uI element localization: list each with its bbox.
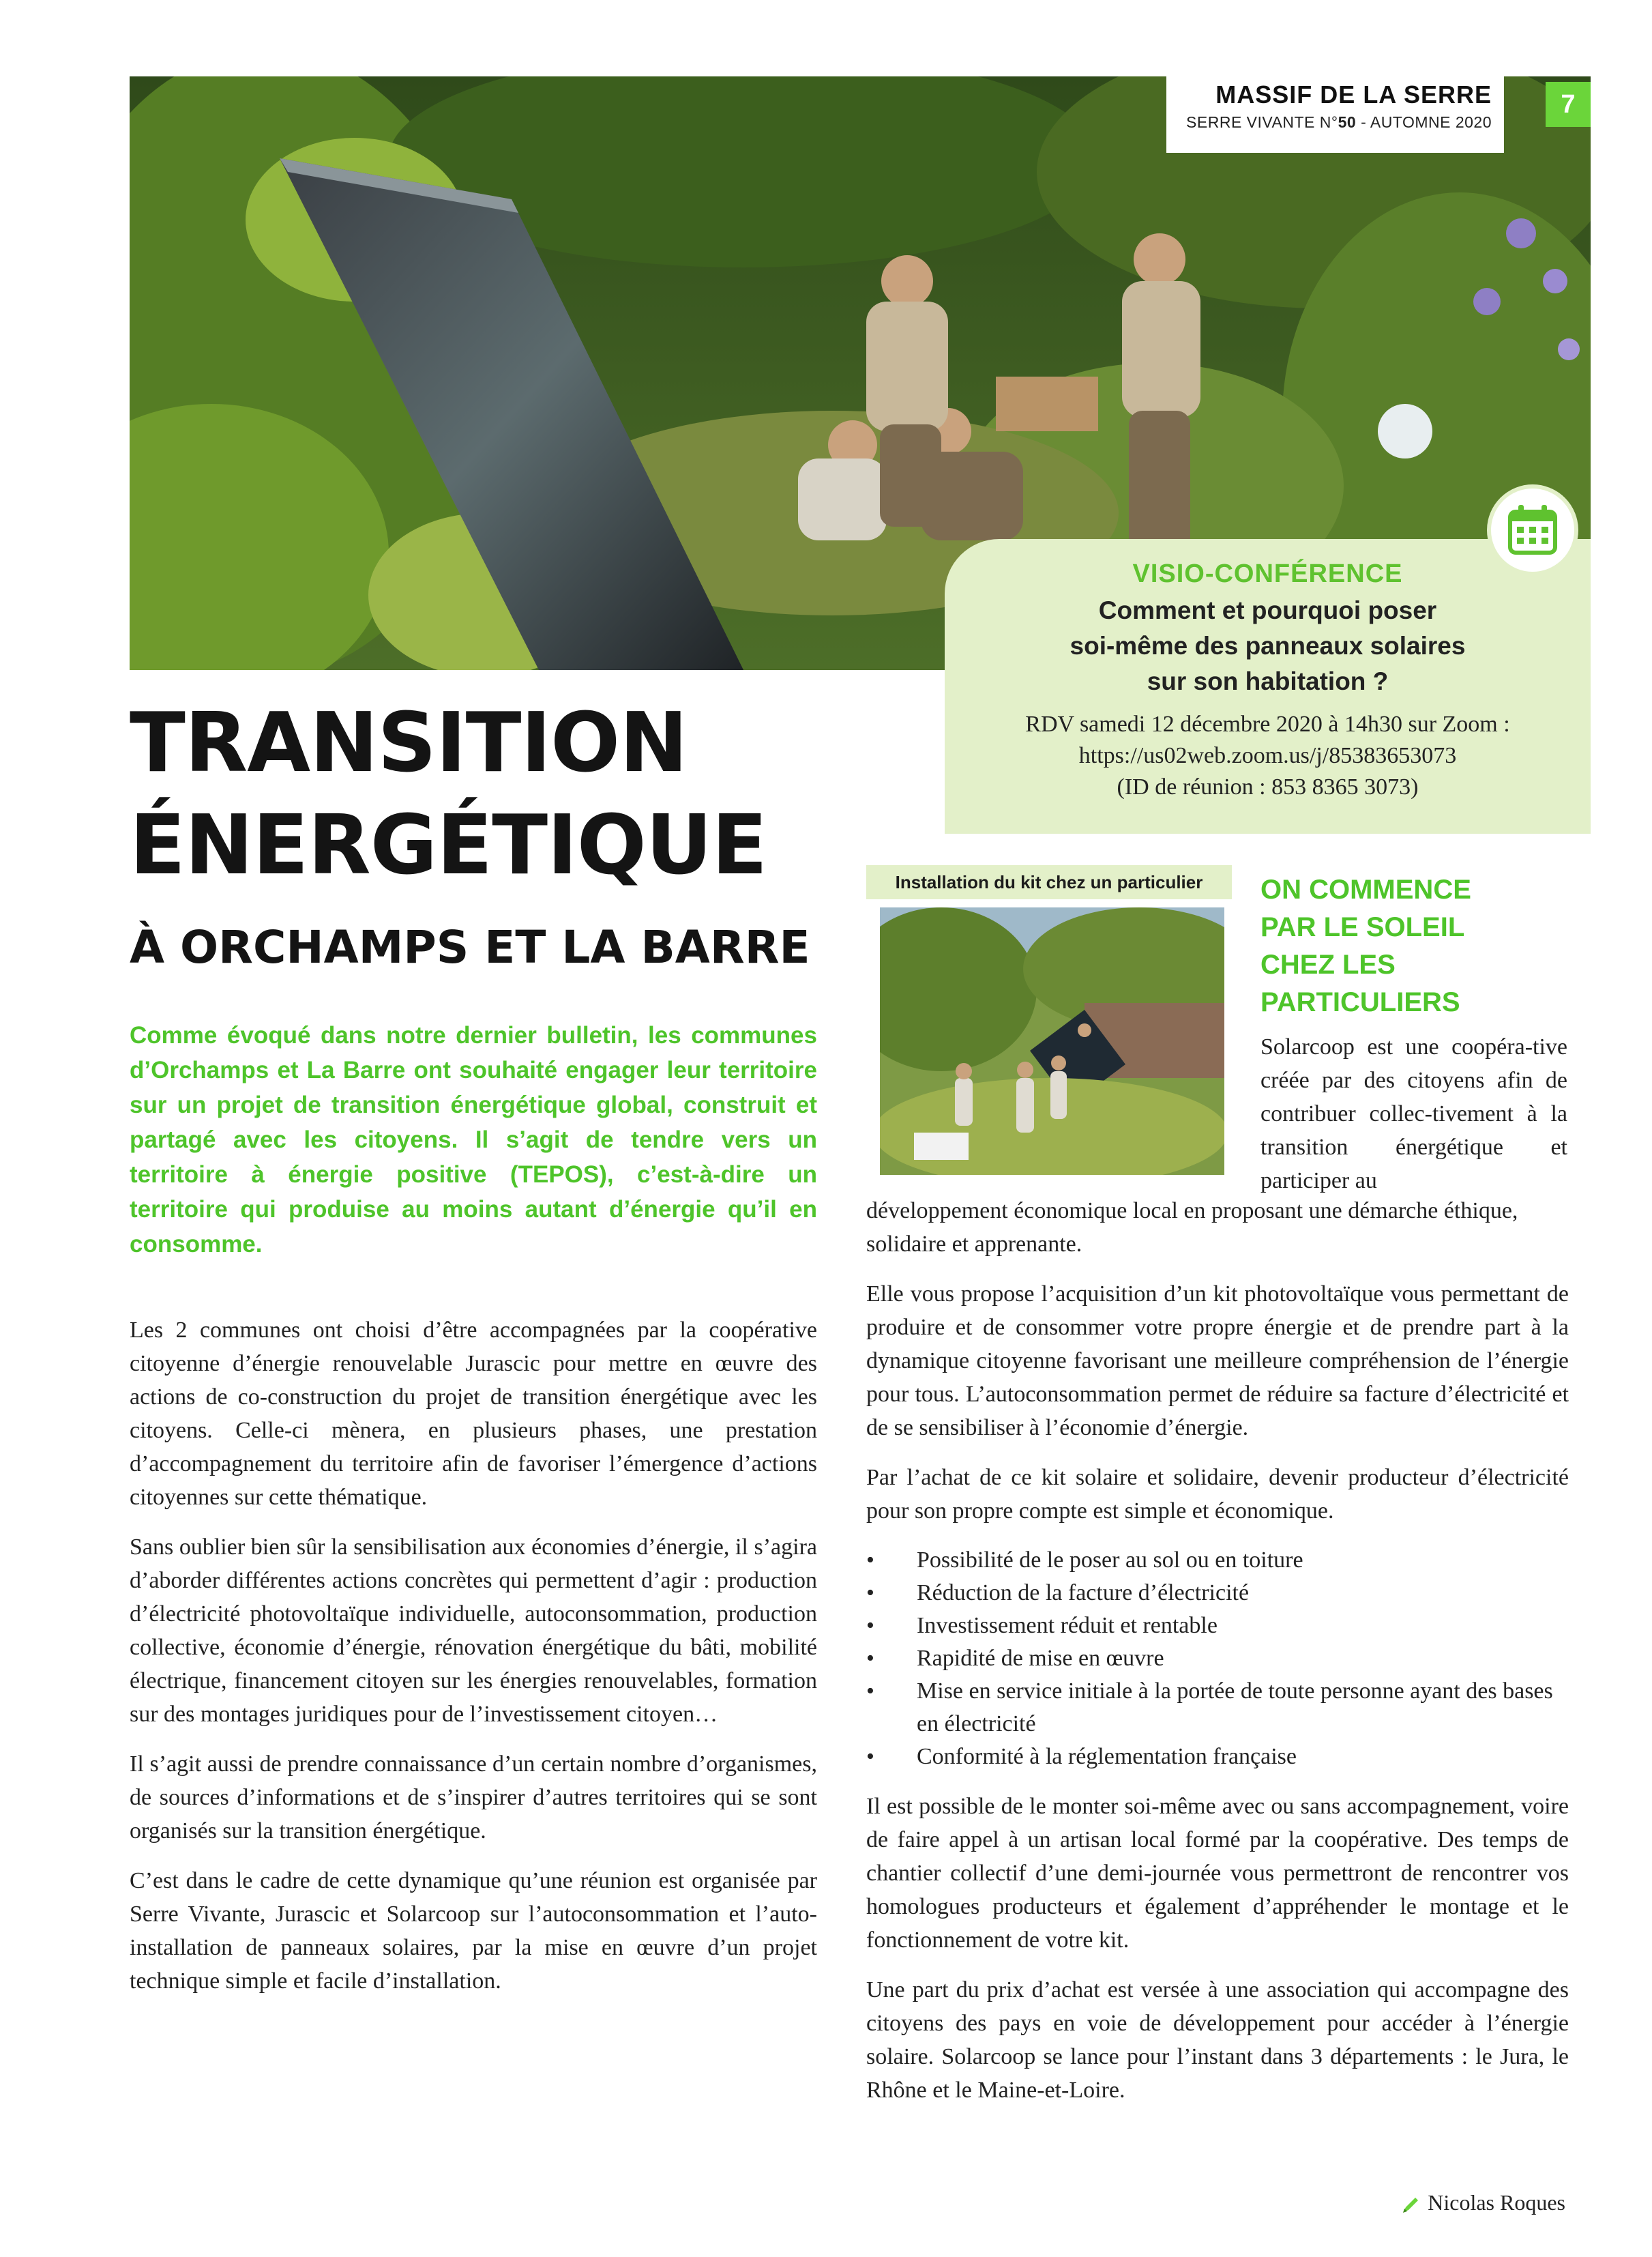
list-item: • Investissement réduit et rentable xyxy=(866,1610,1569,1642)
author-name: Nicolas Roques xyxy=(1428,2190,1565,2215)
article-lead: Comme évoqué dans notre dernier bulletin, les communes d’Orchamps et La Barre ont souhaité engager leur territoire sur un projet de transition énergétique global, construit et partagé avec les citoyens. Il s’agit de tendre vers un territoire à énergie positive (TEPOS), c’est-à-dire un territoire qui produise au moins autant d’énergie qu’il en consomme. xyxy=(130,1022,817,1257)
event-title xyxy=(945,593,1591,699)
body-paragraph: Elle vous propose l’acquisition d’un kit photovoltaïque vous permettant de produire et de consommer votre propre énergie et de prendre part à la dynamique citoyenne favorisant une meilleure compréhension de l’énergie pour tous. L’autoconsommation permet de réduire sa facture d’électricité et de se sensibiliser à l’économie d’énergie. xyxy=(866,1281,1569,1440)
calendar-badge xyxy=(1487,484,1578,576)
list-item: • Possibilité de le poser au sol ou en toiture xyxy=(866,1544,1569,1577)
event-date: RDV samedi 12 décembre 2020 à 14h30 sur Zoom : xyxy=(1025,712,1510,737)
event-info xyxy=(945,709,1591,803)
body-paragraph: Par l’achat de ce kit solaire et solidaire, devenir producteur d’électricité pour son propre compte est simple et économique. xyxy=(866,1465,1569,1524)
photo-caption: Installation du kit chez un particulier xyxy=(866,865,1232,899)
list-item: • Réduction de la facture d’électricité xyxy=(866,1577,1569,1610)
event-box xyxy=(945,539,1591,834)
magazine-title: MASSIF DE LA SERRE xyxy=(1215,81,1492,108)
issue-number: 50 xyxy=(1338,113,1357,131)
magazine-header xyxy=(1166,76,1504,153)
issue-suffix: - AUTOMNE 2020 xyxy=(1356,113,1492,131)
article-title-line1: TRANSITION xyxy=(130,696,688,791)
event-meeting-id: (ID de réunion : 853 8365 3073) xyxy=(1117,774,1419,800)
body-paragraph: Les 2 communes ont choisi d’être accompagnées par la coopérative citoyenne d’énergie renouvelable Jurascic pour mettre en œuvre des actions de co-construction du projet de transition énergétique avec les citoyens. Celle-ci mènera, en plusieurs phases, une prestation d’accompagnement du territoire afin de favoriser l’émergence d’actions citoyennes sur cette thématique. xyxy=(130,1317,817,1510)
installation-photo xyxy=(880,907,1224,1175)
article-subtitle: À ORCHAMPS ET LA BARRE xyxy=(130,921,810,974)
calendar-icon xyxy=(1506,504,1559,557)
event-title-line: soi-même des panneaux solaires xyxy=(1070,632,1466,660)
installation-illustration xyxy=(880,907,1224,1175)
pencil-icon xyxy=(1400,2195,1421,2215)
benefits-list xyxy=(866,1544,1569,1773)
event-title-line: Comment et pourquoi poser xyxy=(1098,596,1437,624)
event-link[interactable]: https://us02web.zoom.us/j/85383653073 xyxy=(1078,743,1457,768)
body-paragraph: Une part du prix d’achat est versée à une association qui accompagne des citoyens des pays en voie de développement pour accéder à l’énergie solaire. Solarcoop se lance pour l’instant dans 3 départements : le Jura, le Rhône et le Maine-et-Loire. xyxy=(866,1977,1569,2103)
section-heading-line: ON COMMENCE xyxy=(1260,875,1471,905)
author-signature xyxy=(1160,2190,1565,2215)
list-item: • Rapidité de mise en œuvre xyxy=(866,1642,1569,1675)
section-heading-line: CHEZ LES xyxy=(1260,950,1396,980)
body-paragraph: Il est possible de le monter soi-même avec ou sans accompagnement, voire de faire appel à un artisan local formé par la coopérative. Des temps de chantier collectif d’une demi-journée vous permettront de rencontrer vos homologues producteurs et également d’appréhender le montage et le fonctionnement de votre kit. xyxy=(866,1794,1569,1953)
body-paragraph: développement économique local en proposant une démarche éthique, solidaire et apprenante. xyxy=(866,1198,1518,1257)
left-column xyxy=(130,1313,817,2014)
body-paragraph: C’est dans le cadre de cette dynamique qu’une réunion est organisée par Serre Vivante, Jurascic et Solarcoop sur l’autoconsommation et l’auto-installation de panneaux solaires, par la mise en œuvre d’un projet technique simple et facile d’installation. xyxy=(130,1868,817,1994)
event-title-line: sur son habitation ? xyxy=(1147,667,1389,695)
article-title xyxy=(130,693,812,897)
event-kicker: VISIO-CONFÉRENCE xyxy=(1132,559,1403,588)
issue-line xyxy=(1166,113,1492,132)
section-heading-line: PARTICULIERS xyxy=(1260,987,1460,1017)
body-paragraph: Sans oublier bien sûr la sensibilisation aux économies d’énergie, il s’agira d’aborder différentes actions concrètes qui permettent d’agir : production d’électricité photovoltaïque individuelle, autoconsommation, production collective, économie d’énergie, rénovation énergétique du bâti, mobilité électrique, financement citoyen sur les énergies renouvelables, formation sur des montages juridiques pour de l’investissement citoyen… xyxy=(130,1534,817,1727)
issue-prefix: SERRE VIVANTE N° xyxy=(1186,113,1338,131)
section-heading xyxy=(1260,871,1574,1021)
right-column xyxy=(866,1194,1569,2123)
section-heading-line: PAR LE SOLEIL xyxy=(1260,912,1465,942)
article-title-line2: ÉNERGÉTIQUE xyxy=(130,798,767,893)
solarcoop-intro: Solarcoop est une coopéra-tive créée par des citoyens afin de contribuer collec-tivement à la transition énergétique et participer au xyxy=(1260,1034,1567,1193)
list-item: • Mise en service initiale à la portée de toute personne ayant des bases en électricité xyxy=(866,1675,1569,1741)
body-paragraph: Il s’agit aussi de prendre connaissance d’un certain nombre d’organismes, de sources d’informations et de s’inspirer d’autres territoires qui se sont organisés sur la transition énergétique. xyxy=(130,1751,817,1844)
page-number: 7 xyxy=(1546,82,1591,127)
list-item: • Conformité à la réglementation française xyxy=(866,1741,1569,1773)
